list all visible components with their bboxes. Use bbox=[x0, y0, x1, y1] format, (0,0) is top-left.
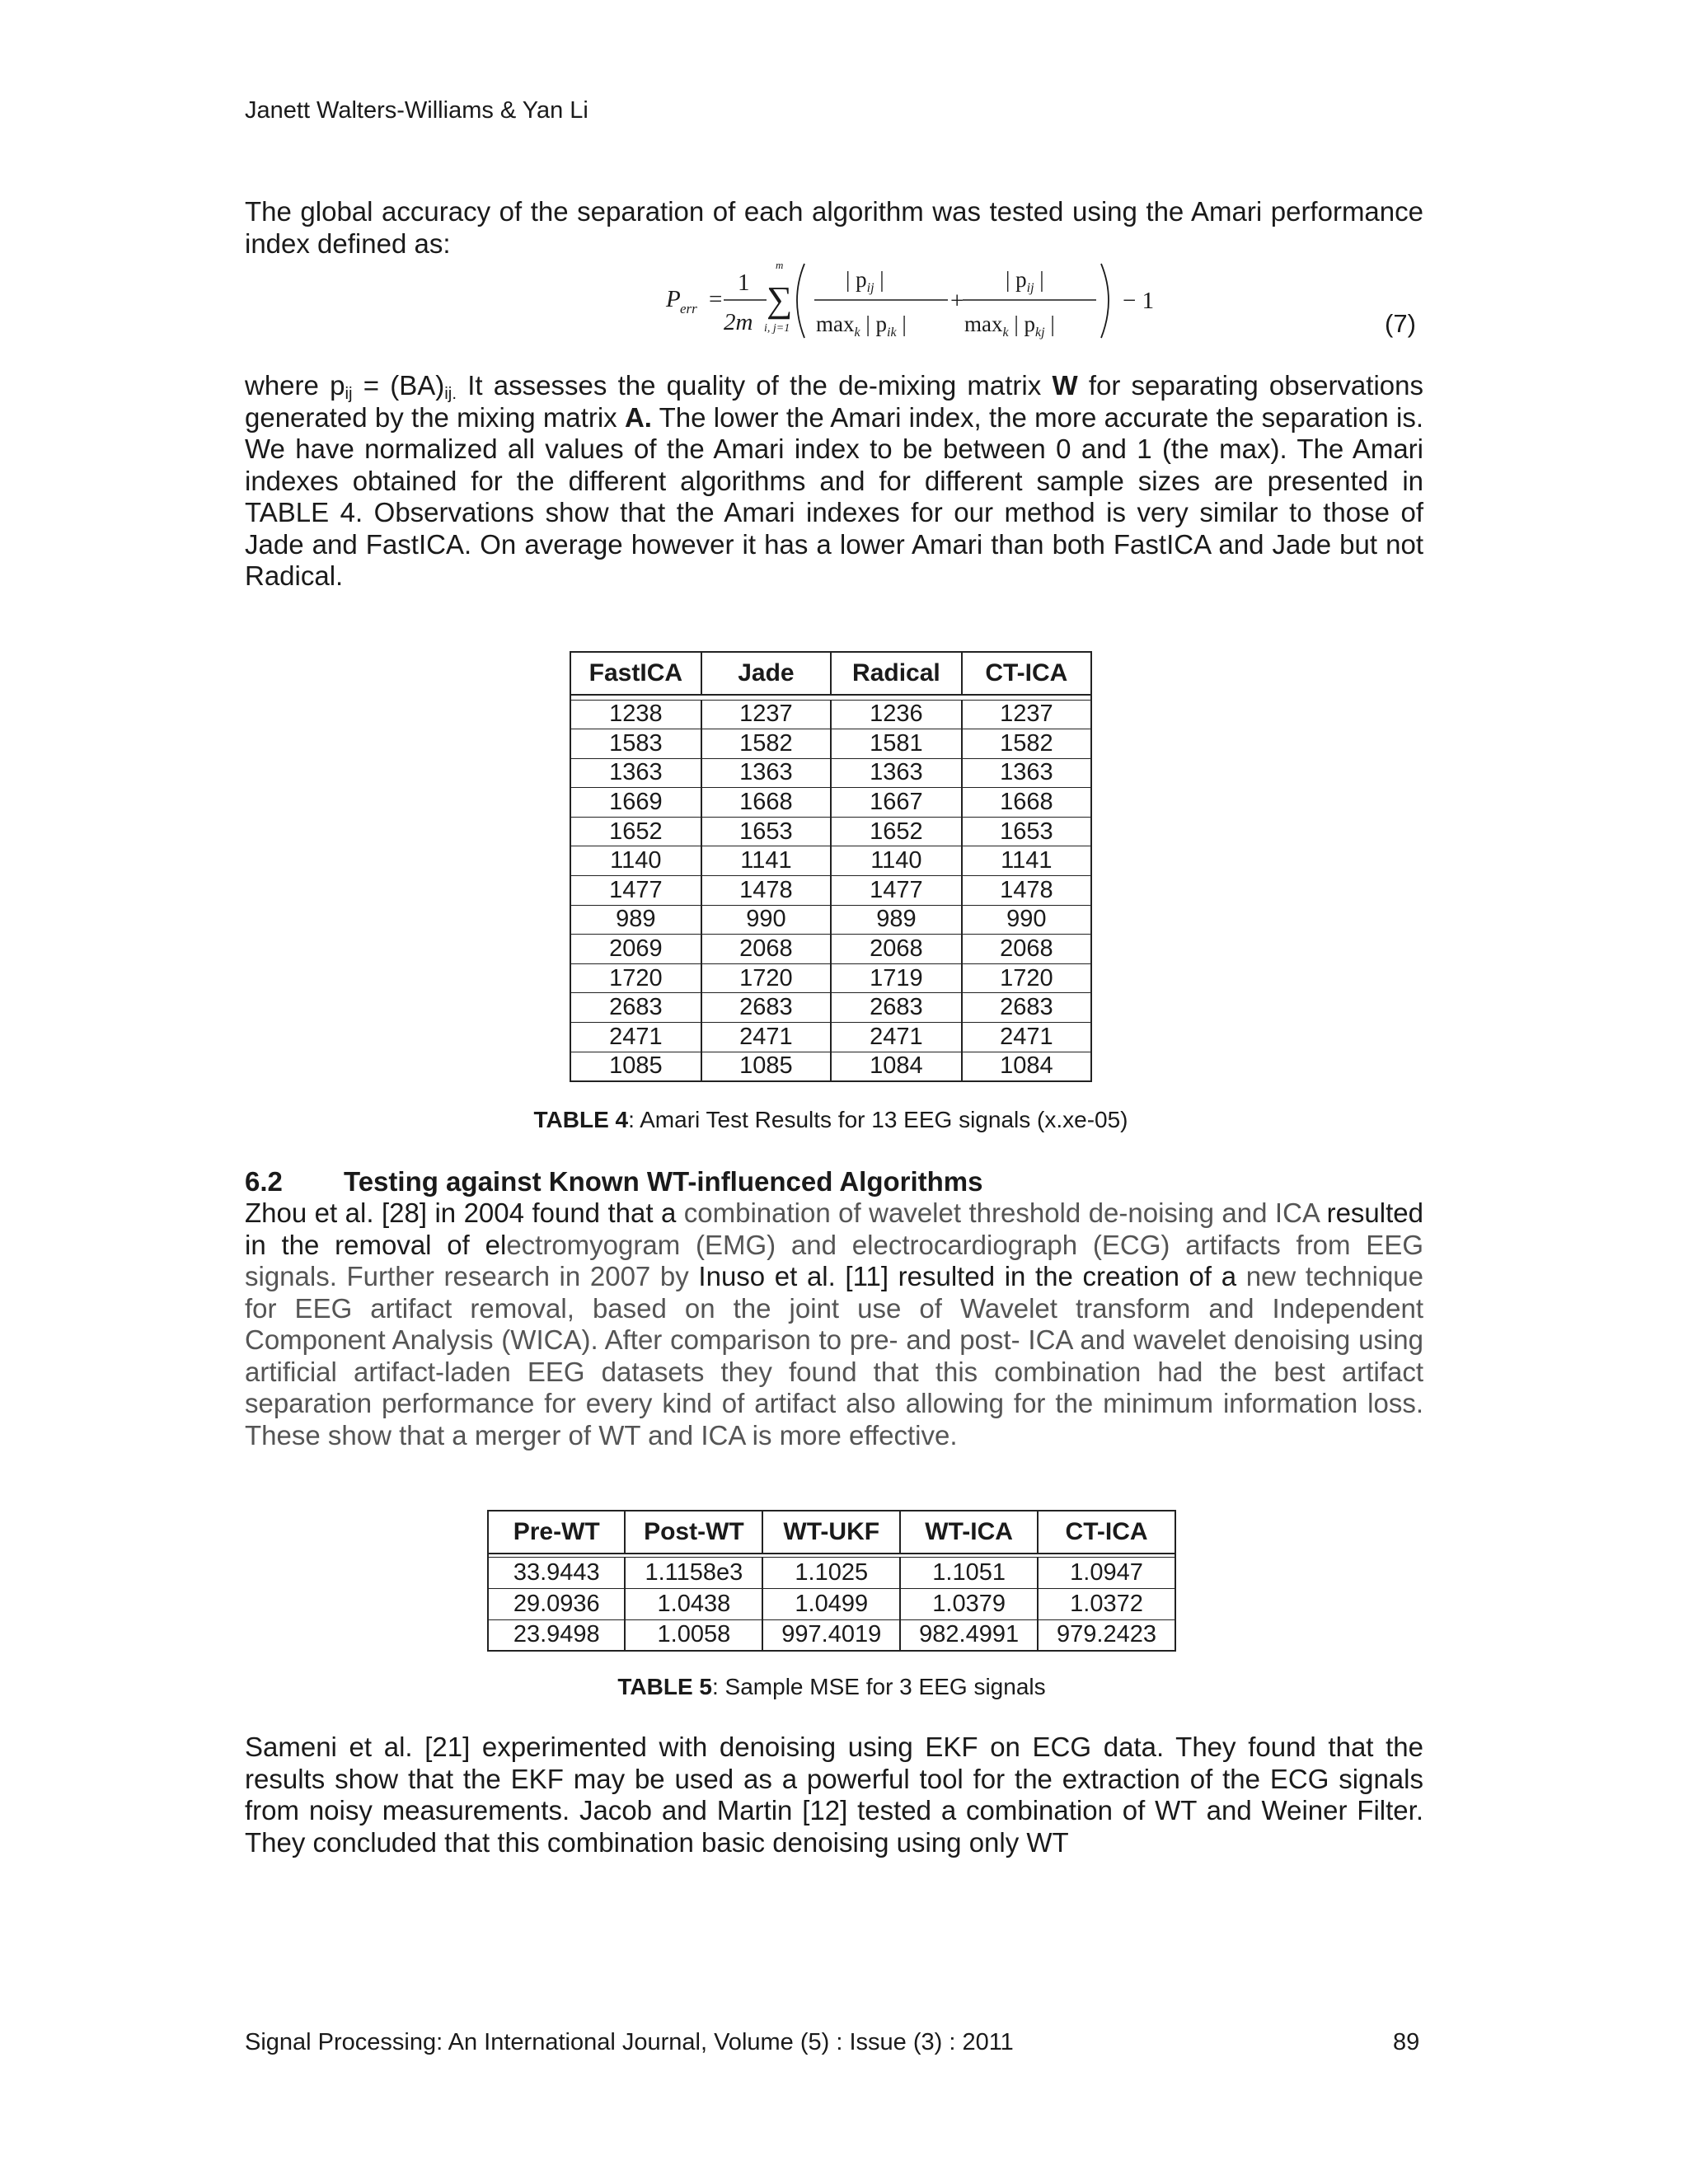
table-row bbox=[570, 758, 1091, 788]
eq-minus-one: − 1 bbox=[1123, 288, 1155, 314]
table-cell: 23.9498 bbox=[488, 1619, 625, 1651]
table-cell: 1477 bbox=[570, 876, 701, 906]
table-cell: 1.0438 bbox=[625, 1588, 762, 1619]
table-row bbox=[488, 1619, 1175, 1651]
eq-term2-den: $\max_k$ | $p_{kj}$ | bbox=[964, 312, 1055, 340]
table-cell: 1.0372 bbox=[1038, 1588, 1175, 1619]
table-row bbox=[570, 935, 1091, 964]
paragraph-sameni-text: Sameni et al. [21] experimented with denoising using EKF on ECG data. They found that the results show that the EKF may be used as a powerful tool for the extraction of the ECG signals from noisy measurements. Jacob and Martin [12] tested a combination of WT and Weiner Filter. They concluded that this combination basic denoising using only WT bbox=[245, 1732, 1423, 1858]
eq-sum-sign: ∑ bbox=[767, 279, 793, 320]
table-row bbox=[570, 963, 1091, 993]
equation-graphic bbox=[651, 255, 1179, 346]
table-row bbox=[488, 1557, 1175, 1588]
eq-frac-den: 2m bbox=[724, 309, 753, 335]
table-cell: 989 bbox=[831, 905, 962, 935]
table5-header: WT-UKF bbox=[762, 1511, 900, 1554]
table5-header: Post-WT bbox=[625, 1511, 762, 1554]
table-cell: 1478 bbox=[962, 876, 1091, 906]
table-cell: 2683 bbox=[831, 993, 962, 1023]
table-row bbox=[570, 1052, 1091, 1081]
eq-equals: = bbox=[709, 286, 723, 312]
table-cell: 1141 bbox=[701, 846, 831, 876]
table-cell: 1477 bbox=[831, 876, 962, 906]
table-cell: 1.1158e3 bbox=[625, 1557, 762, 1588]
table-cell: 1140 bbox=[570, 846, 701, 876]
eq-sum-bottom: i, j=1 bbox=[764, 322, 790, 335]
table-cell: 29.0936 bbox=[488, 1588, 625, 1619]
eq-lhs: P bbox=[666, 286, 681, 312]
table-cell: 1.0499 bbox=[762, 1588, 900, 1619]
table-cell: 990 bbox=[701, 905, 831, 935]
table-cell: 1581 bbox=[831, 729, 962, 759]
table-cell: 2068 bbox=[701, 935, 831, 964]
section-title: Testing against Known WT-influenced Algorithms bbox=[344, 1166, 983, 1197]
footer-journal: Signal Processing: An International Journal, Volume (5) : Issue (3) : 2011 bbox=[245, 2029, 1014, 2055]
section-heading bbox=[245, 1166, 983, 1197]
table-cell: 1140 bbox=[831, 846, 962, 876]
table-cell: 1652 bbox=[831, 817, 962, 846]
table-cell: 990 bbox=[962, 905, 1091, 935]
table-cell: 1668 bbox=[701, 788, 831, 818]
table-cell: 2683 bbox=[570, 993, 701, 1023]
eq-right-paren bbox=[1101, 264, 1109, 338]
paragraph-wt bbox=[245, 1197, 1423, 1451]
table-cell: 1084 bbox=[962, 1052, 1091, 1081]
table-cell: 1.0947 bbox=[1038, 1557, 1175, 1588]
eq-term2-num: | $p_{ij}$ | bbox=[1006, 267, 1044, 295]
paragraph-sameni bbox=[245, 1732, 1423, 1858]
table-cell: 1237 bbox=[701, 700, 831, 729]
table-row bbox=[488, 1588, 1175, 1619]
table-row bbox=[570, 876, 1091, 906]
eq-sum-top: m bbox=[776, 259, 784, 271]
table-cell: 1.1051 bbox=[900, 1557, 1038, 1588]
table-cell: 1720 bbox=[962, 963, 1091, 993]
table-cell: 1669 bbox=[570, 788, 701, 818]
table-row bbox=[570, 1023, 1091, 1052]
eq-plus: + bbox=[950, 288, 964, 314]
table-cell: 1583 bbox=[570, 729, 701, 759]
table-5 bbox=[487, 1510, 1176, 1652]
table-cell: 1667 bbox=[831, 788, 962, 818]
table-cell: 1.1025 bbox=[762, 1557, 900, 1588]
table5-header: Pre-WT bbox=[488, 1511, 625, 1554]
table-cell: 982.4991 bbox=[900, 1619, 1038, 1651]
eq-lhs-sub: err bbox=[680, 301, 697, 316]
table-cell: 1.0379 bbox=[900, 1588, 1038, 1619]
eq-term1-num: | $p_{ij}$ | bbox=[846, 267, 884, 295]
table-row bbox=[570, 700, 1091, 729]
table4-header: Jade bbox=[701, 652, 831, 695]
table-cell: 2069 bbox=[570, 935, 701, 964]
table-cell: 1719 bbox=[831, 963, 962, 993]
table5-header: CT-ICA bbox=[1038, 1511, 1175, 1554]
table-cell: 1668 bbox=[962, 788, 1091, 818]
table-cell: 2471 bbox=[962, 1023, 1091, 1052]
table-cell: 2683 bbox=[962, 993, 1091, 1023]
table-cell: 1363 bbox=[570, 758, 701, 788]
table-cell: 1653 bbox=[962, 817, 1091, 846]
table-cell: 1237 bbox=[962, 700, 1091, 729]
eq-term1-den: $\max_k$ | $p_{ik}$ | bbox=[816, 312, 907, 340]
table-cell: 1478 bbox=[701, 876, 831, 906]
table-cell: 2068 bbox=[831, 935, 962, 964]
table-cell: 1653 bbox=[701, 817, 831, 846]
intro-paragraph bbox=[245, 196, 1423, 260]
table4-header: Radical bbox=[831, 652, 962, 695]
table-4 bbox=[570, 651, 1092, 1082]
table-cell: 1.0058 bbox=[625, 1619, 762, 1651]
paragraph-wt-text: Zhou et al. [28] in 2004 found that a combination of wavelet threshold de-noising and ICA resulted in the removal of electromyogram (EMG) and electrocardiograph (ECG) artifacts from EEG signals. Further research in 2007 by Inuso et al. [11] resulted in the creation of a new technique for EEG artifact removal, based on the joint use of Wavelet transform and Independent Component Analysis (WICA). After comparison to pre- and post- ICA and wavelet denoising using artificial artifact-laden EEG datasets they found that this combination had the best artifact separation performance for every kind of artifact also allowing for the minimum information loss. These show that a merger of WT and ICA is more effective. bbox=[245, 1197, 1424, 1451]
intro-text: The global accuracy of the separation of each algorithm was tested using the Amari performance index defined as: bbox=[245, 196, 1423, 259]
table-row bbox=[570, 993, 1091, 1023]
table-cell: 1582 bbox=[962, 729, 1091, 759]
table-row bbox=[570, 788, 1091, 818]
table-cell: 1084 bbox=[831, 1052, 962, 1081]
table-row bbox=[570, 817, 1091, 846]
amari-equation bbox=[651, 255, 1179, 346]
table4-header: FastICA bbox=[570, 652, 701, 695]
table-cell: 979.2423 bbox=[1038, 1619, 1175, 1651]
table-cell: 1141 bbox=[962, 846, 1091, 876]
table5-caption: TABLE 5: Sample MSE for 3 EEG signals bbox=[617, 1674, 1046, 1699]
table-cell: 1236 bbox=[831, 700, 962, 729]
table-row bbox=[570, 905, 1091, 935]
table-cell: 2471 bbox=[831, 1023, 962, 1052]
table-cell: 1720 bbox=[701, 963, 831, 993]
table4-body bbox=[570, 700, 1091, 1081]
running-header: Janett Walters-Williams & Yan Li bbox=[245, 97, 588, 124]
section-number: 6.2 bbox=[245, 1166, 283, 1197]
table-cell: 2471 bbox=[570, 1023, 701, 1052]
eq-frac-num: 1 bbox=[738, 269, 750, 296]
table-cell: 33.9443 bbox=[488, 1557, 625, 1588]
table-cell: 2683 bbox=[701, 993, 831, 1023]
paragraph-amari bbox=[245, 370, 1423, 593]
table-cell: 1363 bbox=[962, 758, 1091, 788]
table-row bbox=[570, 846, 1091, 876]
table-cell: 1085 bbox=[701, 1052, 831, 1081]
page-number: 89 bbox=[1393, 2029, 1420, 2055]
table4-caption: TABLE 4: Amari Test Results for 13 EEG signals (x.xe-05) bbox=[533, 1107, 1128, 1132]
table-cell: 989 bbox=[570, 905, 701, 935]
table-cell: 1582 bbox=[701, 729, 831, 759]
table-cell: 997.4019 bbox=[762, 1619, 900, 1651]
table-cell: 2471 bbox=[701, 1023, 831, 1052]
table-cell: 1085 bbox=[570, 1052, 701, 1081]
table-cell: 1652 bbox=[570, 817, 701, 846]
table-cell: 2068 bbox=[962, 935, 1091, 964]
eq-left-paren bbox=[797, 264, 804, 338]
table5-body bbox=[488, 1557, 1175, 1651]
table4-header: CT-ICA bbox=[962, 652, 1091, 695]
table-cell: 1238 bbox=[570, 700, 701, 729]
table-row bbox=[570, 729, 1091, 759]
table-cell: 1363 bbox=[831, 758, 962, 788]
table-cell: 1363 bbox=[701, 758, 831, 788]
paragraph-amari-text: where $p_{ij} = (BA)_{ij.}$ It assesses the quality of the de-mixing matrix W for separating observations generated by the mixing matrix A. The lower the Amari index, the more accurate the separation is. We have normalized all values of the Amari index to be between 0 and 1 (the max). The Amari indexes obtained for the different algorithms and for different sample sizes are presented in TABLE 4. Observations show that the Amari indexes for our method is very similar to those of Jade and FastICA. On average however it has a lower Amari than both FastICA and Jade but not Radical. bbox=[245, 370, 1423, 591]
equation-number: (7) bbox=[1385, 309, 1416, 338]
table5-header: WT-ICA bbox=[900, 1511, 1038, 1554]
table-cell: 1720 bbox=[570, 963, 701, 993]
